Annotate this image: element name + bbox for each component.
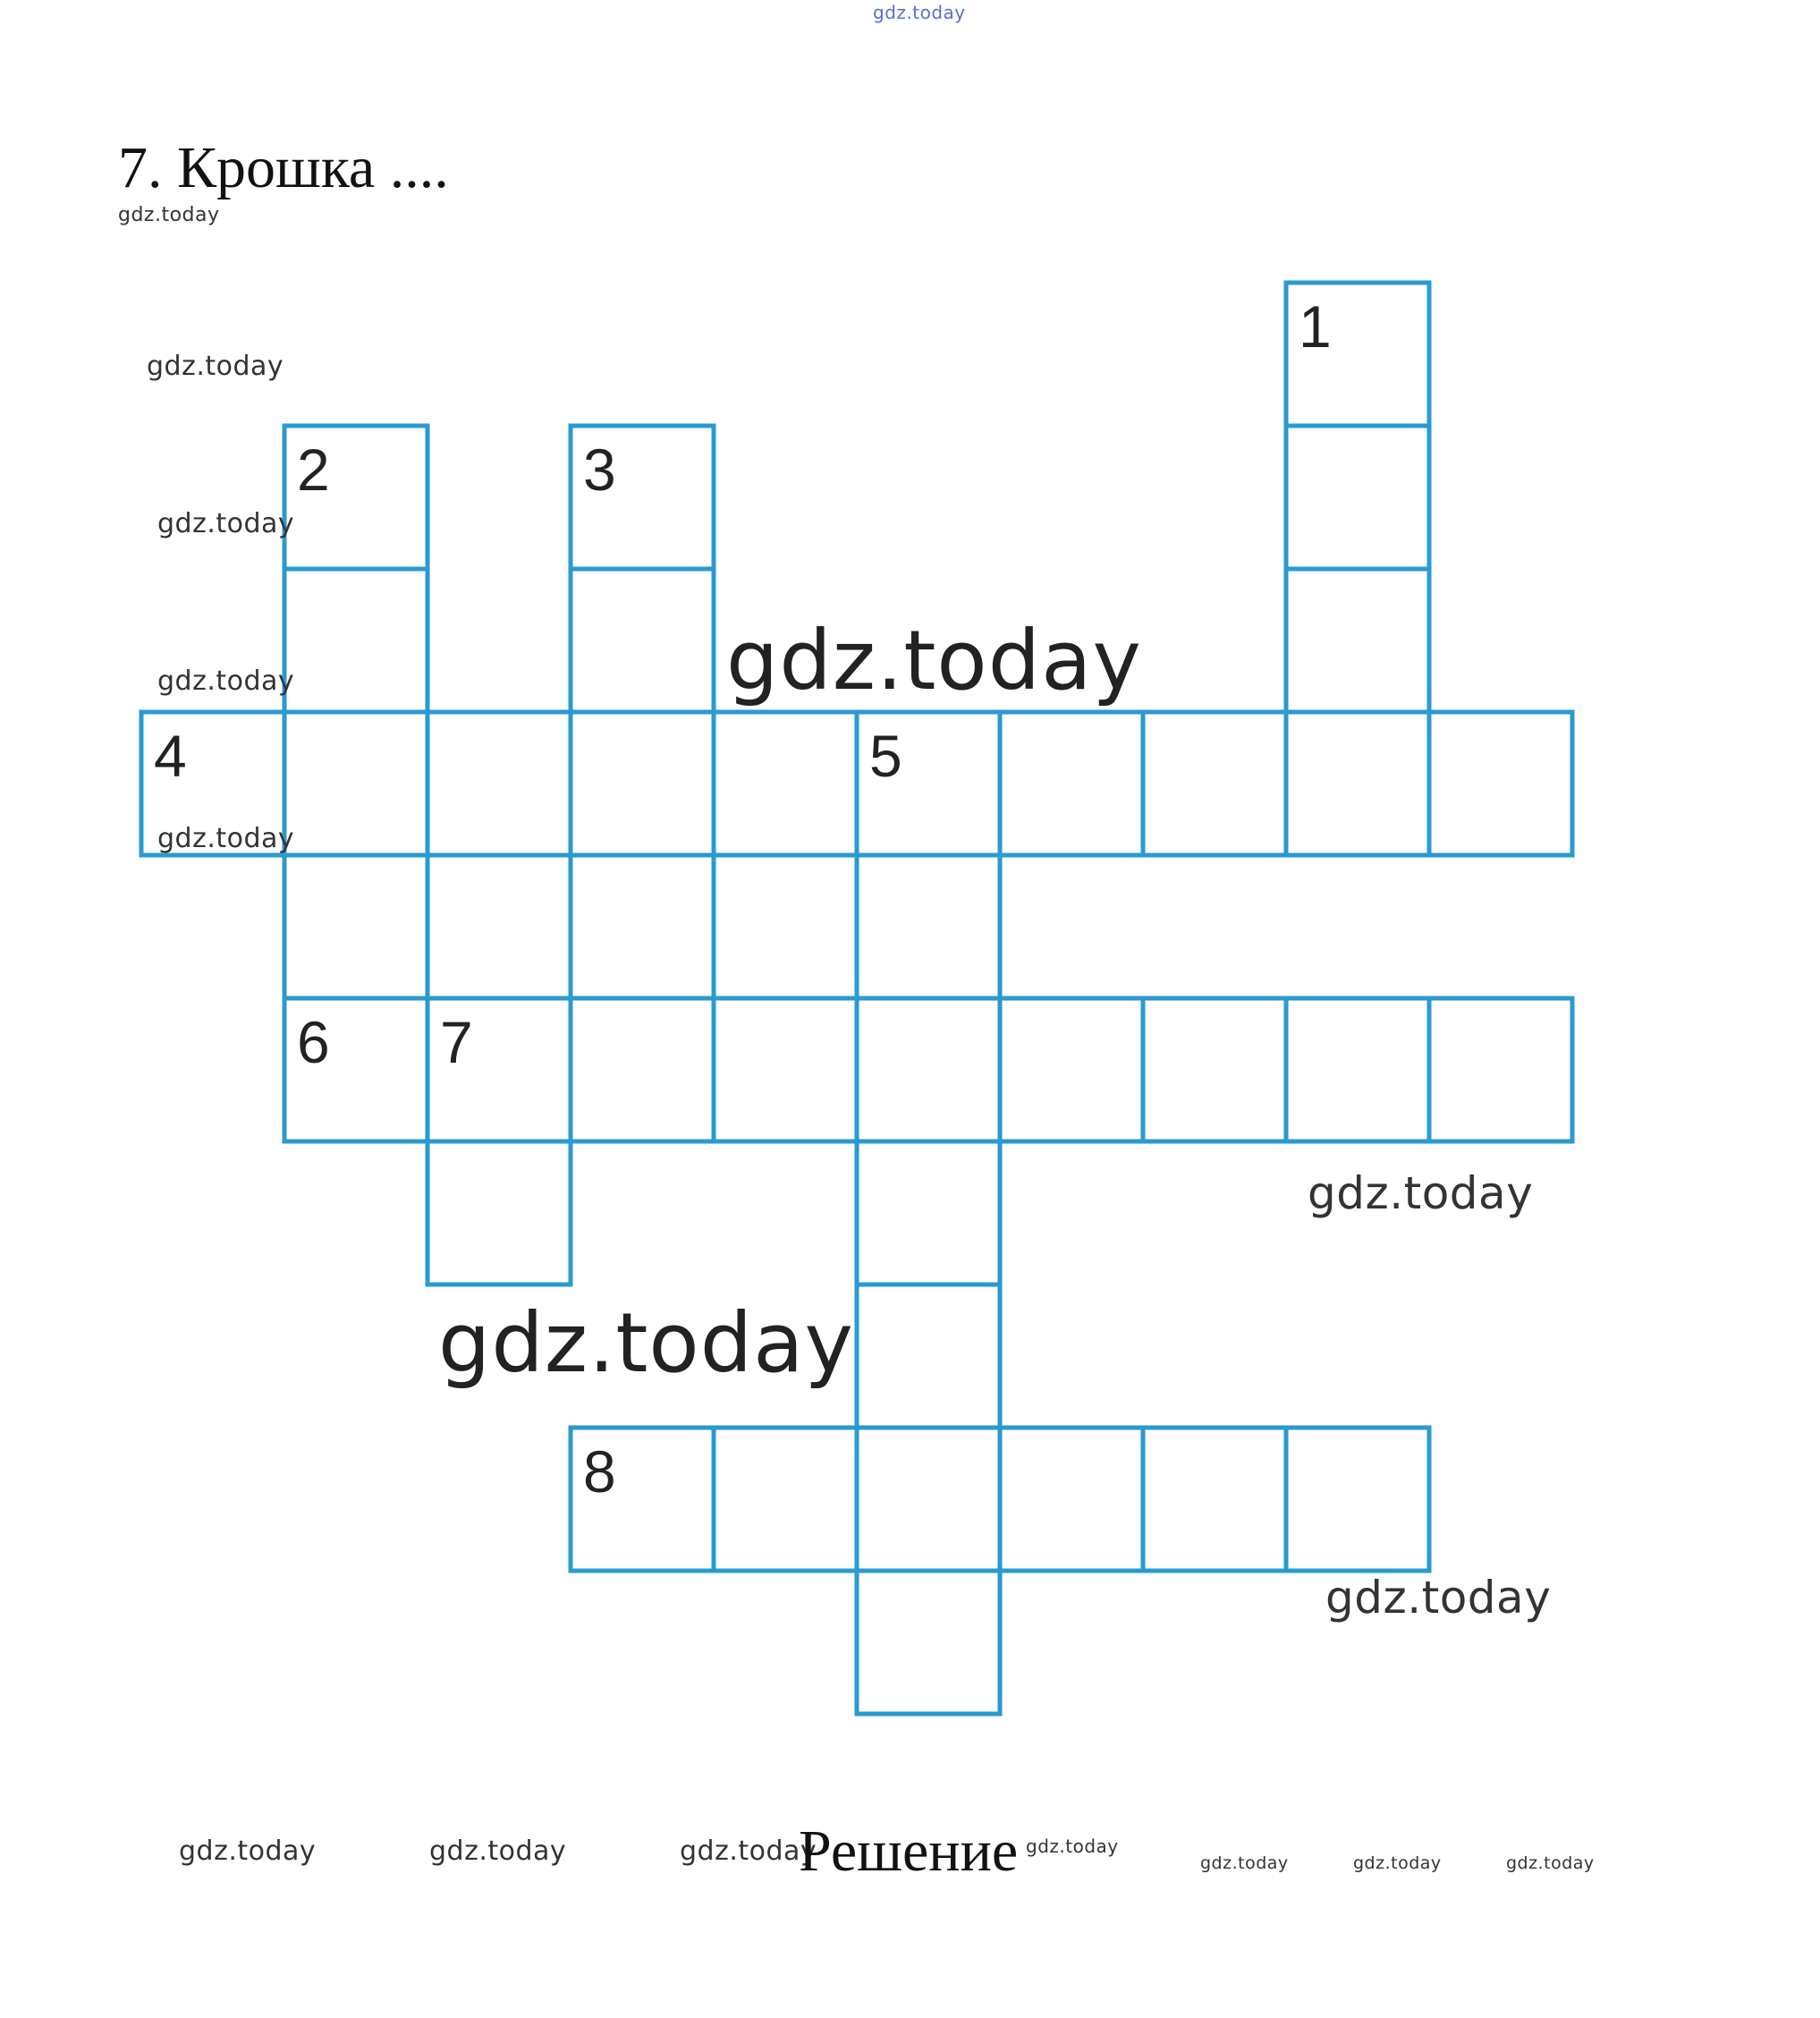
crossword-cell — [427, 712, 571, 855]
watermark-center-big: gdz.today — [726, 613, 1142, 708]
clue-number-2: 2 — [297, 437, 330, 503]
crossword-cell — [571, 569, 714, 712]
crossword-cell — [571, 712, 714, 855]
crossword-cell — [1000, 1428, 1143, 1571]
crossword-cell — [1143, 712, 1286, 855]
crossword-cell — [284, 712, 427, 855]
crossword-cell — [1286, 569, 1429, 712]
crossword-cell — [571, 855, 714, 998]
crossword-cell — [427, 855, 571, 998]
watermark-bottom-1: gdz.today — [179, 1836, 317, 1867]
crossword-cell — [1286, 1428, 1429, 1571]
clue-number-8: 8 — [583, 1438, 616, 1505]
watermark-bottom-6: gdz.today — [1353, 1853, 1442, 1873]
crossword-cell — [857, 855, 1000, 998]
crossword-cell — [1286, 998, 1429, 1141]
crossword-cell — [1000, 712, 1143, 855]
clue-number-4: 4 — [154, 723, 187, 789]
crossword-cell — [427, 1141, 571, 1285]
crossword-cell — [1429, 998, 1572, 1141]
crossword-cell — [284, 855, 427, 998]
crossword-cell — [714, 1428, 857, 1571]
clue-number-3: 3 — [583, 437, 616, 503]
crossword-cell — [1143, 1428, 1286, 1571]
watermark-bottom-3: gdz.today — [680, 1836, 817, 1867]
watermark-right-mid: gdz.today — [1308, 1167, 1534, 1219]
clue-number-1: 1 — [1299, 293, 1332, 360]
watermark-left-4: gdz.today — [157, 823, 295, 854]
watermark-right-low: gdz.today — [1325, 1572, 1552, 1624]
crossword-cell — [857, 1571, 1000, 1714]
solution-heading: Решение — [799, 1819, 1019, 1884]
crossword-cell — [714, 998, 857, 1141]
crossword-cell — [1000, 998, 1143, 1141]
crossword-cell — [714, 855, 857, 998]
watermark-bottom-2: gdz.today — [429, 1836, 567, 1867]
clue-number-5: 5 — [869, 723, 902, 789]
crossword-cell — [857, 1141, 1000, 1285]
watermark-lower-big: gdz.today — [438, 1295, 854, 1391]
watermark-bottom-4: gdz.today — [1026, 1836, 1119, 1857]
crossword-cell — [857, 998, 1000, 1141]
crossword-cell — [714, 712, 857, 855]
watermark-left-3: gdz.today — [157, 666, 295, 697]
watermark-bottom-7: gdz.today — [1506, 1853, 1595, 1873]
watermark-left-1: gdz.today — [147, 351, 284, 382]
header-watermark: gdz.today — [873, 2, 966, 23]
crossword-cell — [1429, 712, 1572, 855]
clue-number-7: 7 — [440, 1009, 473, 1075]
watermark-left-2: gdz.today — [157, 508, 295, 539]
crossword-cell — [571, 998, 714, 1141]
watermark-bottom-5: gdz.today — [1200, 1853, 1289, 1873]
crossword-cell — [1286, 712, 1429, 855]
clue-number-6: 6 — [297, 1009, 330, 1075]
crossword-cell — [284, 569, 427, 712]
crossword-cell — [857, 1428, 1000, 1571]
crossword-cell — [1286, 426, 1429, 569]
crossword-cell — [857, 1285, 1000, 1428]
crossword-cell — [1143, 998, 1286, 1141]
watermark-under-title: gdz.today — [118, 204, 220, 226]
page-title: 7. Крошка .... — [118, 135, 449, 200]
